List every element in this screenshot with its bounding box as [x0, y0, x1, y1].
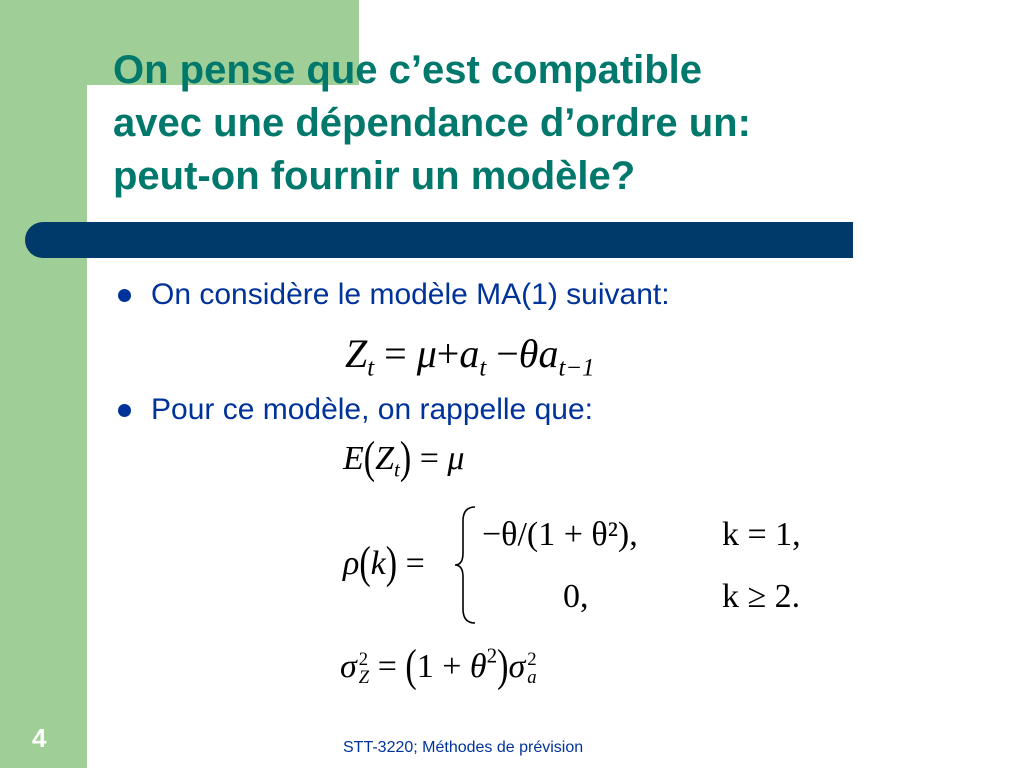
symbol-e: E: [343, 440, 364, 477]
symbol-k: k: [370, 545, 386, 582]
piecewise-case-1-expression: −θ/(1 + θ²),: [482, 516, 638, 553]
subscript-z: Z: [358, 667, 370, 689]
bullet-model-intro: [118, 278, 670, 312]
title-underline-bar: [25, 222, 853, 258]
symbol-mu: μ: [447, 440, 465, 477]
symbol-z: Z: [345, 331, 368, 376]
bullet-recall: [118, 393, 593, 427]
equation-autocorrelation-lhs: ρ(k) =: [343, 538, 425, 589]
bullet-dot-icon: [118, 404, 131, 417]
piecewise-case-2-expression: 0,: [563, 578, 589, 615]
superscript-2: 2: [527, 648, 537, 670]
slide-title: [113, 44, 993, 203]
piecewise-case-1-condition: k = 1,: [722, 516, 801, 553]
symbol-theta: θ: [518, 331, 539, 376]
bullet-dot-icon: [118, 289, 131, 302]
subscript-t-minus-1: t−1: [558, 354, 595, 382]
slide-title-line-3: peut-on fournir un modèle?: [113, 154, 636, 198]
subscript-t: t: [367, 354, 375, 382]
piecewise-brace-icon: [455, 505, 479, 625]
plus-sign: +: [436, 331, 460, 376]
symbol-rho: ρ: [343, 545, 360, 582]
piecewise-case-2-condition: k ≥ 2.: [722, 578, 801, 615]
symbol-theta: θ: [469, 648, 487, 685]
symbol-sigma: σ: [340, 648, 357, 685]
equals-sign: =: [384, 331, 407, 376]
superscript-2: 2: [486, 643, 498, 668]
superscript-2: 2: [358, 648, 369, 670]
slide-title-line-2: avec une dépendance d’ordre un:: [113, 101, 751, 145]
subscript-t: t: [479, 354, 487, 382]
subscript-a: a: [527, 667, 537, 689]
symbol-mu: μ: [416, 331, 437, 376]
slide-footer: STT-3220; Méthodes de prévision: [343, 739, 584, 756]
equation-mean: $E(Z_t) = \mu$: [343, 433, 465, 484]
symbol-sigma: σ: [508, 648, 526, 685]
equation-variance: σ 2 Z = $(1 + \theta^2)\sigma$ 2 a: [340, 641, 537, 692]
symbol-a: a: [459, 331, 480, 376]
equals-sign: =: [377, 648, 397, 685]
symbol-z: Z: [375, 440, 395, 477]
subscript-t: t: [394, 457, 400, 482]
equals-sign: =: [419, 440, 439, 477]
slide-title-line-1: On pense que c’est compatible: [113, 48, 703, 92]
left-decorative-band: [0, 0, 87, 768]
one-plus: 1 +: [416, 648, 470, 685]
equals-sign: =: [405, 545, 425, 582]
equation-ma1-model: [345, 330, 595, 382]
slide-number: 4: [32, 723, 47, 753]
minus-sign: −: [496, 331, 519, 376]
symbol-a: a: [538, 331, 559, 376]
bullet-text: Pour ce modèle, on rappelle que:: [151, 393, 593, 426]
bullet-text: On considère le modèle MA(1) suivant:: [151, 278, 670, 311]
